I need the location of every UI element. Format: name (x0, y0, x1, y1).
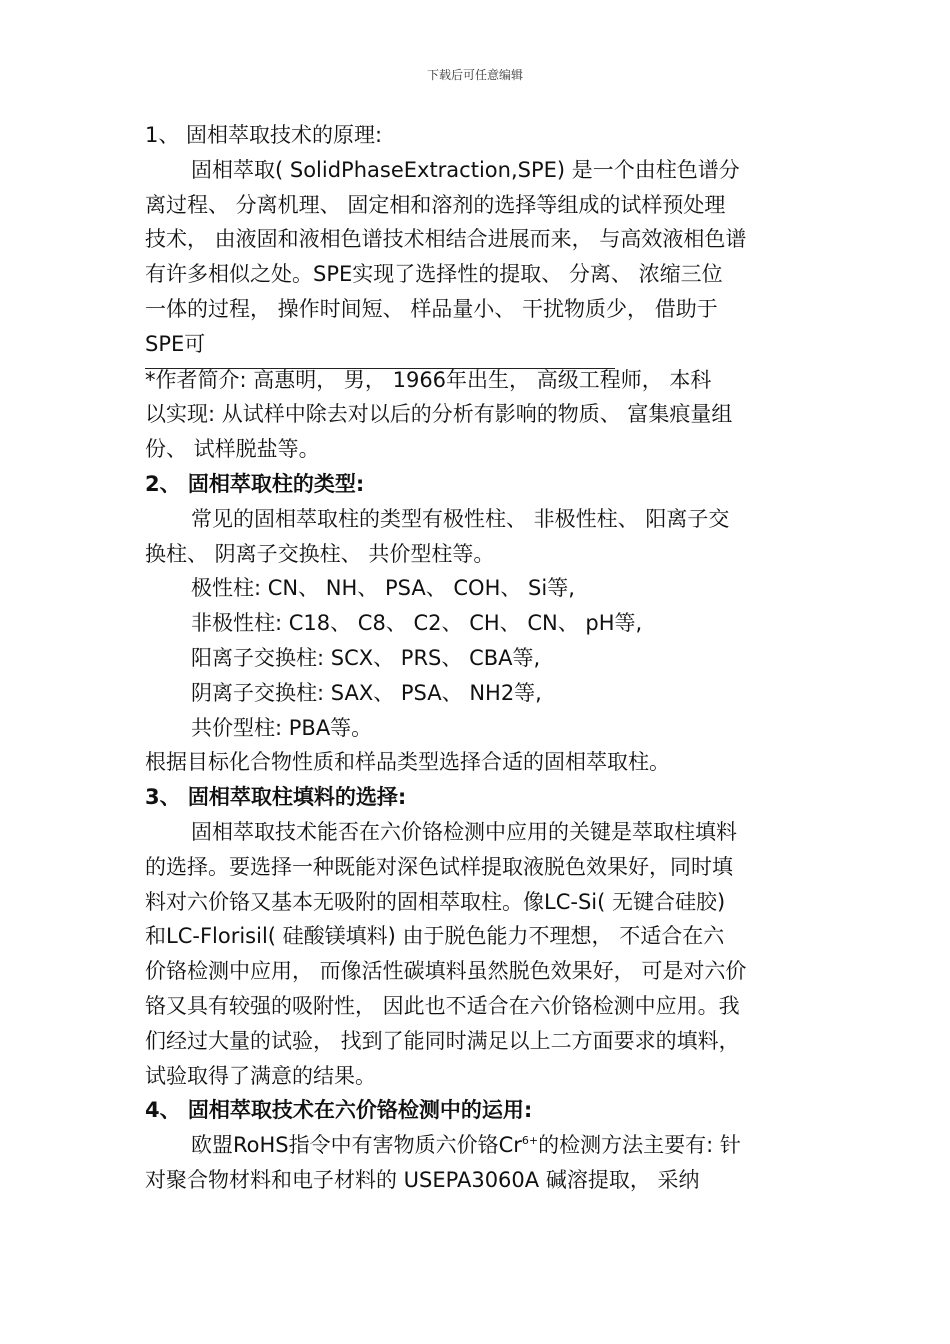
text-run: 欧盟RoHS指令中有害物质六价铬Cr (191, 1133, 522, 1158)
document-body (145, 118, 810, 1198)
section-4-heading: 4、 固相萃取技术在六价铬检测中的运用: (145, 1098, 533, 1123)
list-item: 极性柱: CN、 NH、 PSA、 COH、 Si等, (191, 576, 575, 601)
paragraph-line: 有许多相似之处。SPE实现了选择性的提取、 分离、 浓缩三位 (145, 262, 723, 287)
superscript-charge: 6+ (521, 1134, 539, 1148)
paragraph-line: 换柱、 阴离子交换柱、 共价型柱等。 (145, 541, 495, 566)
paragraph-line: 根据目标化合物性质和样品类型选择合适的固相萃取柱。 (145, 750, 670, 775)
paragraph-line: 份、 试样脱盐等。 (145, 437, 320, 462)
text-run: 的检测方法主要有: 针 (538, 1133, 741, 1158)
paragraph-line: 固相萃取技术能否在六价铬检测中应用的关键是萃取柱填料 (191, 819, 737, 844)
page-header: 下载后可任意编辑 (426, 68, 523, 82)
section-2-heading: 2、 固相萃取柱的类型: (145, 471, 365, 496)
list-item: 阴离子交换柱: SAX、 PSA、 NH2等, (191, 680, 542, 705)
list-item: 阳离子交换柱: SCX、 PRS、 CBA等, (191, 645, 541, 670)
paragraph-line: 技术， 由液固和液相色谱技术相结合进展而来， 与高效液相色谱 (145, 227, 747, 252)
paragraph-line: 对聚合物材料和电子材料的 USEPA3060A 碱溶提取， 采纳 (145, 1167, 700, 1192)
paragraph-line: 试验取得了满意的结果。 (145, 1063, 376, 1088)
paragraph-line: 固相萃取( SolidPhaseExtraction,SPE) 是一个由柱色谱分 (191, 157, 740, 182)
paragraph-line: 料对六价铬又基本无吸附的固相萃取柱。像LC-Si( 无键合硅胶) (145, 889, 726, 914)
paragraph-line: 铬又具有较强的吸附性， 因此也不适合在六价铬检测中应用。我 (145, 993, 740, 1018)
list-item: 非极性柱: C18、 C8、 C2、 CH、 CN、 pH等, (191, 611, 643, 636)
paragraph-line: 一体的过程， 操作时间短、 样品量小、 干扰物质少， 借助于 (145, 296, 718, 321)
author-footnote: *作者简介: 高惠明， 男， 1966年出生， 高级工程师， 本科 (145, 367, 712, 392)
paragraph-line: 以实现: 从试样中除去对以后的分析有影响的物质、 富集痕量组 (145, 402, 733, 427)
section-1-heading: 1、 固相萃取技术的原理: (145, 123, 383, 147)
paragraph-line (145, 1128, 810, 1163)
paragraph-line: 和LC-Florisil( 硅酸镁填料) 由于脱色能力不理想， 不适合在六 (145, 924, 725, 949)
list-item: 共价型柱: PBA等。 (191, 715, 373, 740)
paragraph-line: SPE可 (145, 331, 206, 356)
paragraph-line: 常见的固相萃取柱的类型有极性柱、 非极性柱、 阳离子交 (191, 506, 730, 531)
section-3-heading: 3、 固相萃取柱填料的选择: (145, 785, 407, 810)
paragraph-line: 价铬检测中应用， 而像活性碳填料虽然脱色效果好， 可是对六价 (145, 959, 747, 984)
paragraph-line: 们经过大量的试验， 找到了能同时满足以上二方面要求的填料， (145, 1028, 740, 1053)
paragraph-line: 的选择。要选择一种既能对深色试样提取液脱色效果好，同时填 (145, 854, 733, 879)
paragraph-line: 离过程、 分离机理、 固定相和溶剂的选择等组成的试样预处理 (145, 192, 726, 217)
